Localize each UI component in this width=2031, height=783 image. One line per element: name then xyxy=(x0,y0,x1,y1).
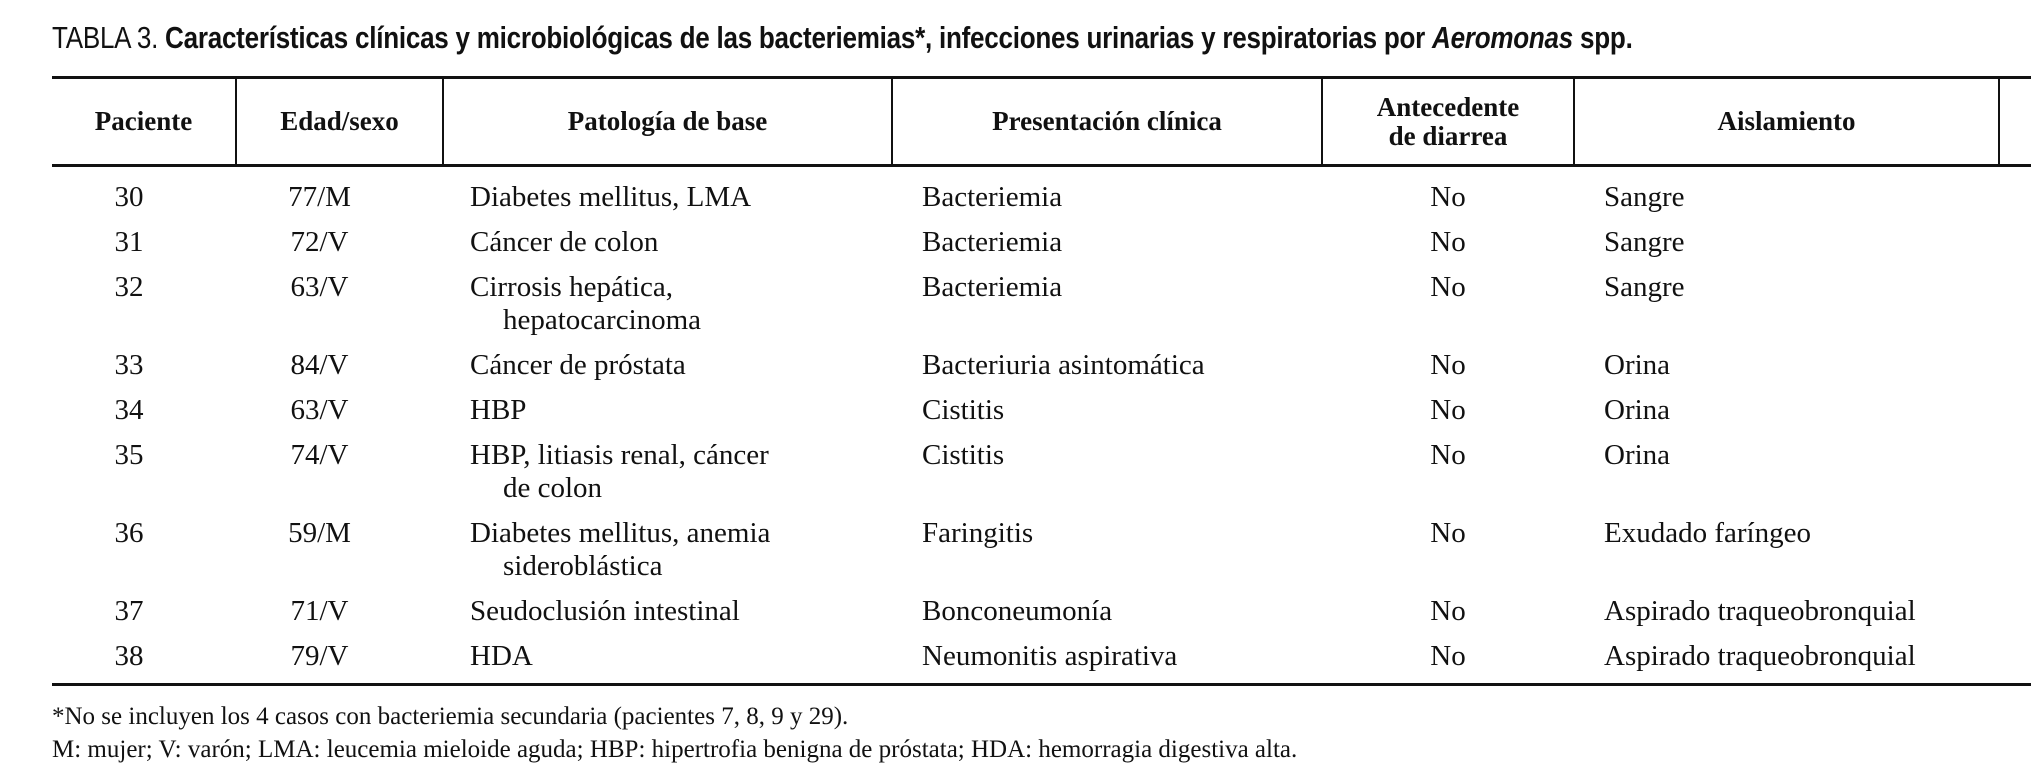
cell-diarrea: No xyxy=(1430,181,1466,213)
cell-aislamiento: Orina xyxy=(1604,439,1671,471)
patologia-line: Cirrosis hepática, xyxy=(470,271,673,303)
cell-aislamiento: Aspirado traqueobronquial xyxy=(1574,640,1999,685)
cell-presentacion: Bacteriemia xyxy=(922,271,1063,303)
cell-diarrea: No xyxy=(1430,439,1466,471)
cell-extra xyxy=(1999,394,2031,439)
header-diarrea-line1: Antecedente xyxy=(1376,91,1520,122)
cell-extra xyxy=(1999,226,2031,271)
table-row xyxy=(52,640,2031,685)
cell-presentacion: Bacteriemia xyxy=(922,226,1063,258)
cell-diarrea: No xyxy=(1430,271,1466,303)
cell-extra xyxy=(1999,349,2031,394)
table-row xyxy=(52,226,2031,271)
cell-extra xyxy=(1999,439,2031,517)
cell-presentacion: Faringitis xyxy=(922,517,1034,549)
patologia-line: Cáncer de próstata xyxy=(470,349,686,381)
cell-patologia xyxy=(443,271,892,349)
table-row xyxy=(52,166,2031,227)
cell-diarrea: No xyxy=(1430,517,1466,549)
header-edad-sexo: Edad/sexo xyxy=(236,78,443,166)
cell-aislamiento: Orina xyxy=(1604,349,1671,381)
patologia-line-cont: hepatocarcinoma xyxy=(503,304,702,336)
table-row xyxy=(52,517,2031,595)
footnotes xyxy=(52,700,1297,766)
cell-aislamiento: Sangre xyxy=(1604,271,1685,303)
cell-paciente: 36 xyxy=(114,517,144,549)
cell-diarrea: No xyxy=(1430,226,1466,258)
cell-aislamiento: Aspirado traqueobronquial xyxy=(1604,595,1916,627)
cell-aislamiento: Exudado faríngeo xyxy=(1604,517,1811,549)
cell-presentacion: Bacteriemia xyxy=(922,181,1063,213)
cell-edad: 72/V xyxy=(290,226,349,258)
table-label: TABLA 3. xyxy=(52,20,159,55)
cell-edad: 63/V xyxy=(290,394,349,426)
footnote-asterisk: *No se incluyen los 4 casos con bacteriemia secundaria (pacientes 7, 8, 9 y 29). xyxy=(52,703,849,730)
cell-edad: 71/V xyxy=(290,595,349,627)
cell-presentacion: Cistitis xyxy=(922,394,1005,426)
patologia-line-cont: sideroblástica xyxy=(503,550,663,582)
organism-name: Aeromonas xyxy=(1432,20,1574,55)
cell-edad: 79/V xyxy=(236,640,443,685)
patologia-line: Diabetes mellitus, LMA xyxy=(470,181,752,213)
cell-diarrea: No xyxy=(1430,349,1466,381)
cell-diarrea: No xyxy=(1322,640,1574,685)
cell-edad: 84/V xyxy=(290,349,349,381)
cell-extra xyxy=(1999,517,2031,595)
patologia-line: HDA xyxy=(470,640,533,672)
cell-extra xyxy=(1999,271,2031,349)
table-row xyxy=(52,595,2031,640)
header-patologia: Patología de base xyxy=(443,78,892,166)
table-row xyxy=(52,349,2031,394)
cell-presentacion: Neumonitis aspirativa xyxy=(892,640,1322,685)
cell-paciente: 33 xyxy=(114,349,144,381)
cell-extra xyxy=(1999,640,2031,685)
header-paciente: Paciente xyxy=(52,78,236,166)
cell-patologia xyxy=(443,640,892,685)
header-presentacion: Presentación clínica xyxy=(892,78,1322,166)
cell-patologia xyxy=(443,595,892,640)
table-row xyxy=(52,439,2031,517)
table-row xyxy=(52,271,2031,349)
cell-presentacion: Bacteriuria asintomática xyxy=(922,349,1205,381)
patologia-line-cont: de colon xyxy=(503,472,603,504)
organism-suffix: spp. xyxy=(1580,20,1633,55)
cell-edad: 59/M xyxy=(288,517,351,549)
cell-aislamiento: Sangre xyxy=(1604,181,1685,213)
cell-extra xyxy=(1999,595,2031,640)
header-diarrea-line2: de diarrea xyxy=(1388,120,1508,151)
table-title xyxy=(52,20,1633,56)
cell-aislamiento: Orina xyxy=(1604,394,1671,426)
cell-paciente: 32 xyxy=(114,271,144,303)
cell-presentacion: Cistitis xyxy=(922,439,1005,471)
cell-patologia xyxy=(443,349,892,394)
patologia-line: Cáncer de colon xyxy=(470,226,659,258)
patologia-line: HBP xyxy=(470,394,527,426)
cell-extra xyxy=(1999,166,2031,227)
table-header-row xyxy=(52,78,2031,166)
table-caption: Características clínicas y microbiológicas de las bacteriemias*, infecciones urinarias y respiratorias por xyxy=(165,20,1426,55)
cell-patologia xyxy=(443,226,892,271)
cell-diarrea: No xyxy=(1430,595,1466,627)
cell-edad: 77/M xyxy=(288,181,351,213)
cell-paciente: 35 xyxy=(114,439,144,471)
cell-paciente: 30 xyxy=(114,181,144,213)
patologia-line: Seudoclusión intestinal xyxy=(470,595,740,627)
cell-paciente: 38 xyxy=(52,640,236,685)
cell-edad: 74/V xyxy=(290,439,349,471)
cell-patologia xyxy=(443,517,892,595)
header-diarrea xyxy=(1322,78,1574,166)
cell-diarrea: No xyxy=(1430,394,1466,426)
header-extra xyxy=(1999,78,2031,166)
cell-paciente: 37 xyxy=(114,595,144,627)
cell-edad: 63/V xyxy=(290,271,349,303)
cell-aislamiento: Sangre xyxy=(1604,226,1685,258)
cell-patologia xyxy=(443,166,892,227)
patologia-line: Diabetes mellitus, anemia xyxy=(470,517,771,549)
cell-paciente: 34 xyxy=(114,394,144,426)
cell-patologia xyxy=(443,394,892,439)
cell-presentacion: Bonconeumonía xyxy=(922,595,1113,627)
footnote-abbreviations: M: mujer; V: varón; LMA: leucemia mieloide aguda; HBP: hipertrofia benigna de próstata; HDA: hemorragia digestiva alta. xyxy=(52,736,1298,763)
cell-patologia xyxy=(443,439,892,517)
clinical-table xyxy=(52,76,2031,686)
header-aislamiento: Aislamiento xyxy=(1574,78,1999,166)
table-row xyxy=(52,394,2031,439)
patologia-line: HBP, litiasis renal, cáncer xyxy=(470,439,769,471)
cell-paciente: 31 xyxy=(114,226,144,258)
